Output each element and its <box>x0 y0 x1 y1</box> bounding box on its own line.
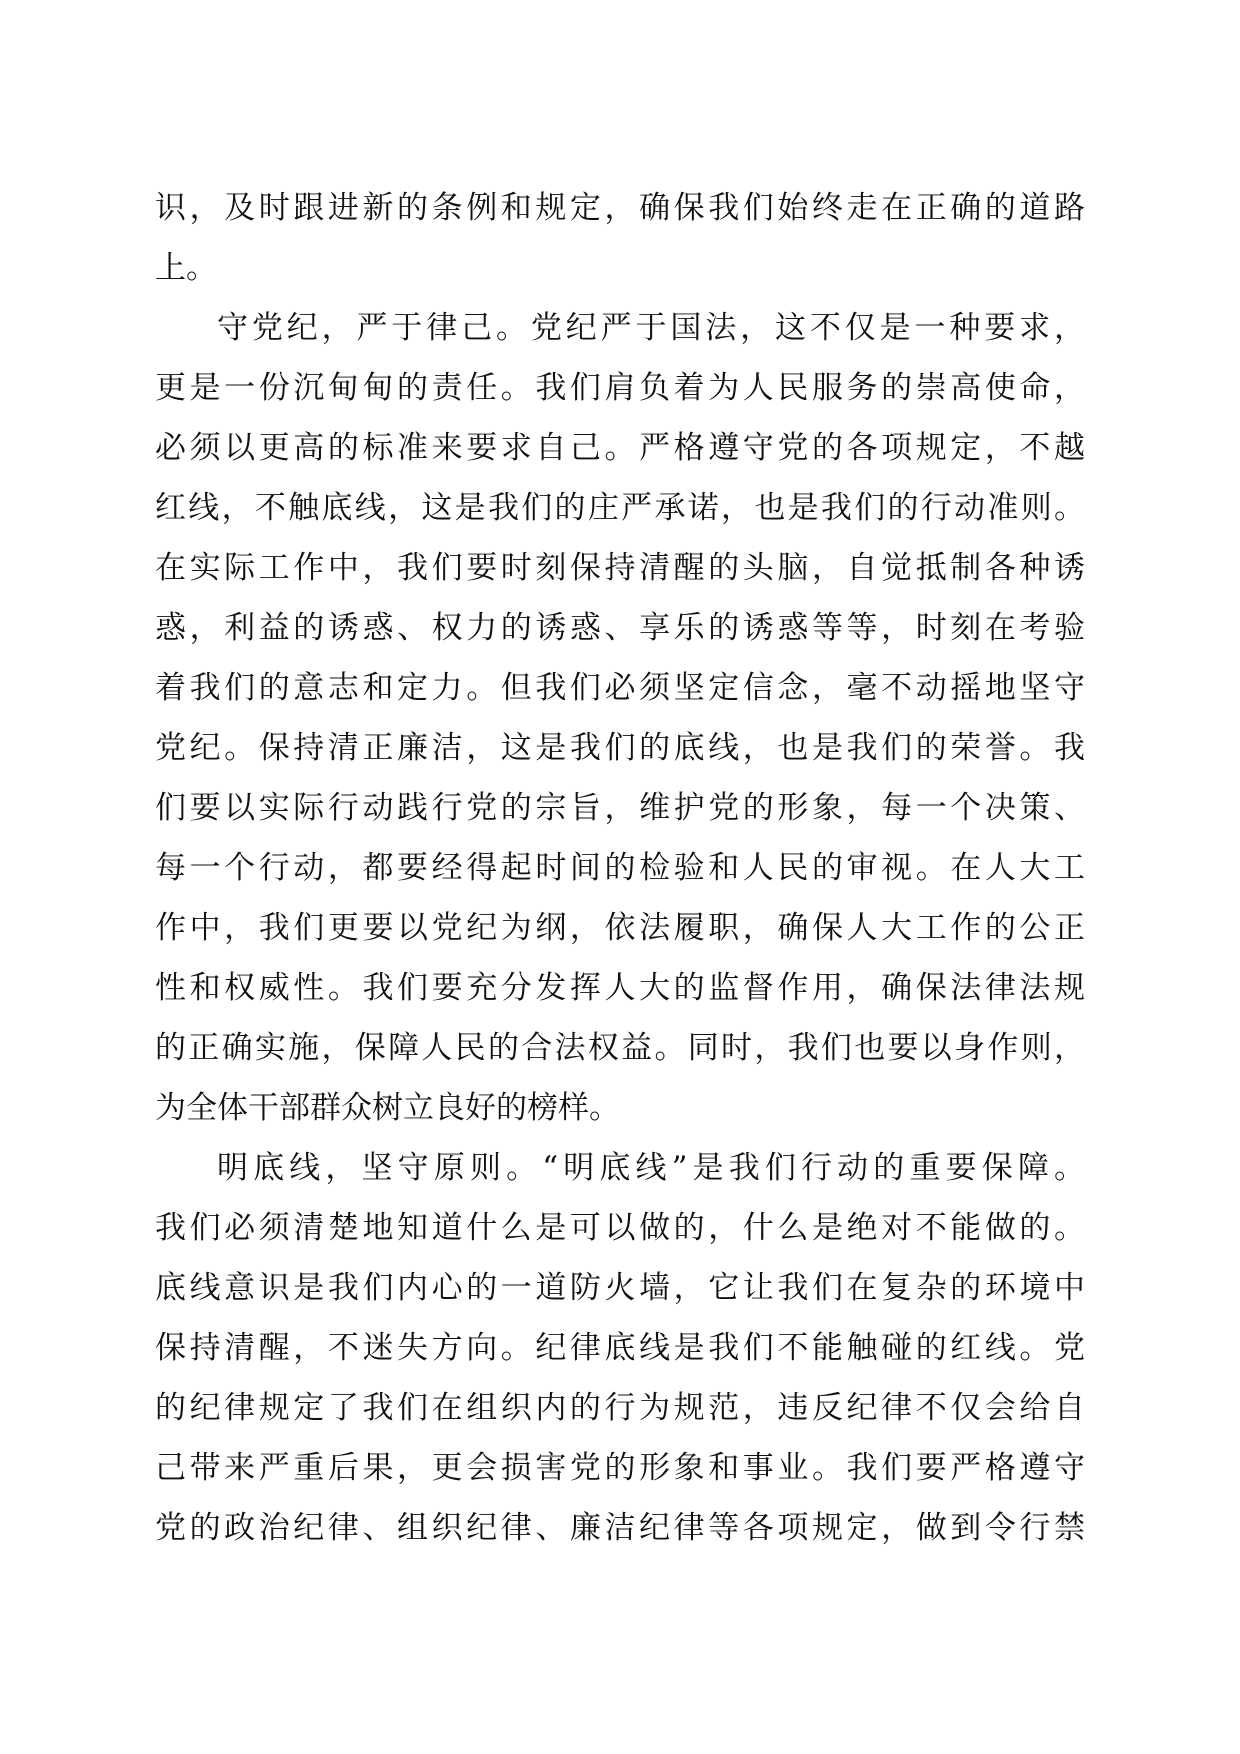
text-line: 们要以实际行动践行党的宗旨，维护党的形象，每一个决策、 <box>155 790 1085 826</box>
text-line: 党纪。保持清正廉洁，这是我们的底线，也是我们的荣誉。我 <box>155 730 1085 766</box>
text-line: 惑，利益的诱惑、权力的诱惑、享乐的诱惑等等，时刻在考验 <box>155 610 1085 646</box>
text-line: 着我们的意志和定力。但我们必须坚定信念，毫不动摇地坚守 <box>155 670 1085 706</box>
text-line: 党的政治纪律、组织纪律、廉洁纪律等各项规定，做到令行禁 <box>155 1510 1085 1546</box>
paragraph-start-line: 守党纪，严于律己。党纪严于国法，这不仅是一种要求， <box>217 310 1085 346</box>
text-line: 更是一份沉甸甸的责任。我们肩负着为人民服务的崇高使命， <box>155 370 1085 406</box>
text-line: 性和权威性。我们要充分发挥人大的监督作用，确保法律法规 <box>155 970 1085 1006</box>
text-line: 每一个行动，都要经得起时间的检验和人民的审视。在人大工 <box>155 850 1085 886</box>
text-line: 保持清醒，不迷失方向。纪律底线是我们不能触碰的红线。党 <box>155 1330 1085 1366</box>
text-line: 识，及时跟进新的条例和规定，确保我们始终走在正确的道路 <box>155 190 1085 226</box>
text-line: 为全体干部群众树立良好的榜样。 <box>155 1090 620 1126</box>
text-line: 在实际工作中，我们要时刻保持清醒的头脑，自觉抵制各种诱 <box>155 550 1085 586</box>
document-body <box>155 178 1085 1558</box>
text-line: 红线，不触底线，这是我们的庄严承诺，也是我们的行动准则。 <box>155 490 1085 526</box>
text-line: 的正确实施，保障人民的合法权益。同时，我们也要以身作则， <box>155 1030 1085 1066</box>
text-line: 上。 <box>155 250 217 286</box>
text-line: 必须以更高的标准来要求自己。严格遵守党的各项规定，不越 <box>155 430 1085 466</box>
text-line: 我们必须清楚地知道什么是可以做的，什么是绝对不能做的。 <box>155 1210 1085 1246</box>
text-line: 底线意识是我们内心的一道防火墙，它让我们在复杂的环境中 <box>155 1270 1085 1306</box>
text-line: 作中，我们更要以党纪为纲，依法履职，确保人大工作的公正 <box>155 910 1085 946</box>
text-line: 己带来严重后果，更会损害党的形象和事业。我们要严格遵守 <box>155 1450 1085 1486</box>
text-line: 的纪律规定了我们在组织内的行为规范，违反纪律不仅会给自 <box>155 1390 1085 1426</box>
paragraph-start-line: 明底线，坚守原则。“明底线”是我们行动的重要保障。 <box>217 1150 1085 1186</box>
